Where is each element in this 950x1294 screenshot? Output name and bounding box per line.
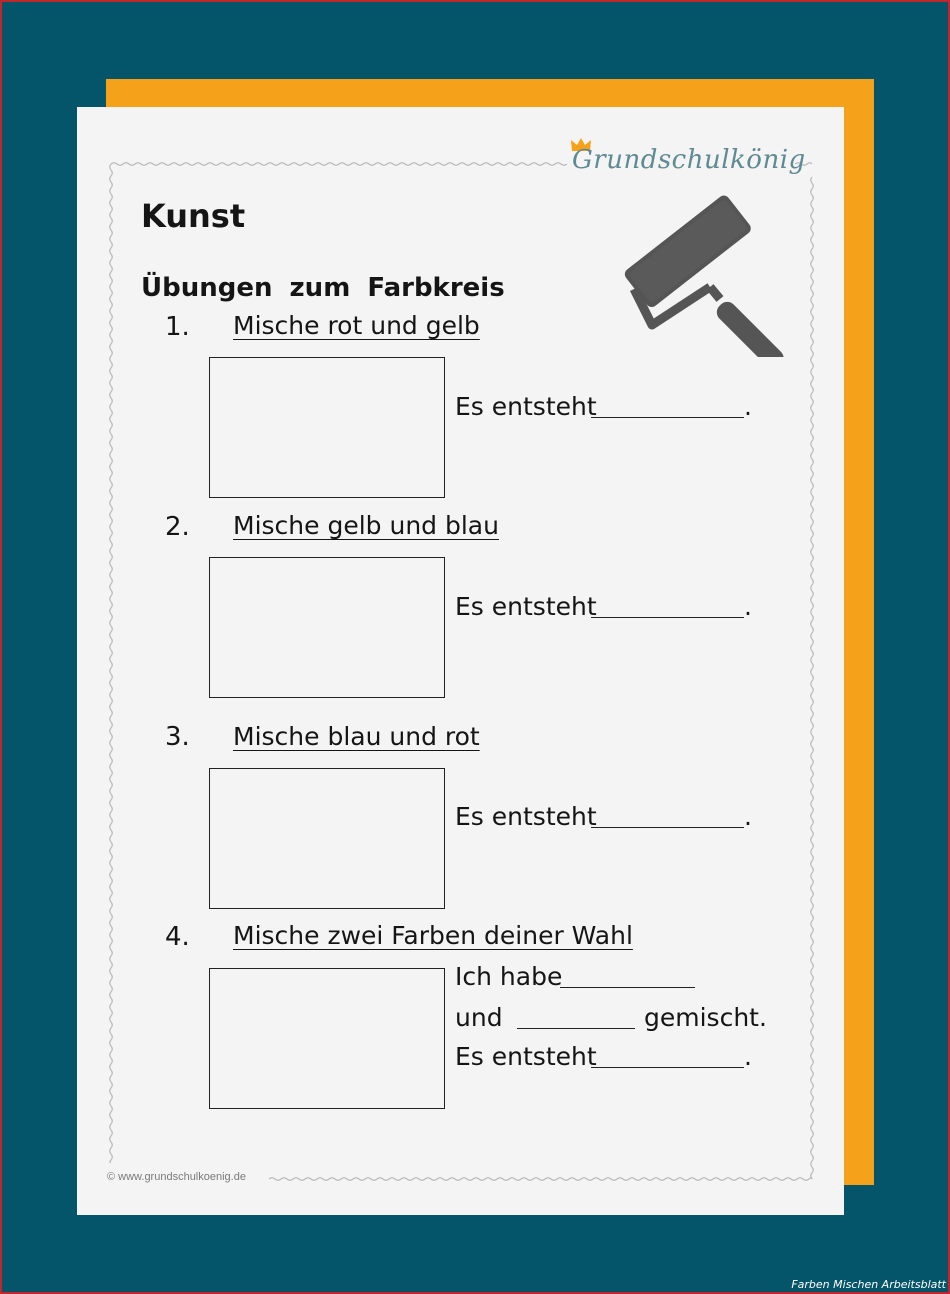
answer-label: gemischt. <box>644 1003 767 1032</box>
answer-label: Es entsteht <box>455 592 597 621</box>
answer-blank[interactable] <box>560 987 695 988</box>
answer-blank[interactable] <box>517 1028 635 1029</box>
footer-url[interactable]: © www.grundschulkoenig.de <box>107 1171 246 1183</box>
answer-blank[interactable] <box>591 617 744 618</box>
image-caption: Farben Mischen Arbeitsblatt <box>791 1278 946 1291</box>
brand-logo[interactable]: Grundschulkönig <box>572 145 806 175</box>
answer-label: Es entsteht <box>455 802 597 831</box>
answer-blank[interactable] <box>591 417 744 418</box>
worksheet-heading: Übungen zum Farbkreis <box>141 273 505 303</box>
answer-label: und <box>455 1003 503 1032</box>
sentence-end: . <box>744 802 752 831</box>
color-mixing-box[interactable] <box>209 357 445 498</box>
answer-blank[interactable] <box>591 1067 744 1068</box>
color-mixing-box[interactable] <box>209 768 445 909</box>
answer-label: Es entsteht <box>455 1042 597 1071</box>
task-instruction: Mische rot und gelb <box>233 311 480 340</box>
answer-blank[interactable] <box>591 827 744 828</box>
worksheet-page <box>77 107 844 1215</box>
subject-title: Kunst <box>141 197 246 235</box>
task-instruction: Mische blau und rot <box>233 722 480 751</box>
answer-label: Ich habe <box>455 962 563 991</box>
sentence-end: . <box>744 1042 752 1071</box>
paint-roller-icon <box>612 177 802 357</box>
sentence-end: . <box>744 392 752 421</box>
task-instruction: Mische zwei Farben deiner Wahl <box>233 921 633 950</box>
sentence-end: . <box>744 592 752 621</box>
answer-label: Es entsteht <box>455 392 597 421</box>
color-mixing-box[interactable] <box>209 557 445 698</box>
task-number: 1. <box>165 312 190 342</box>
task-number: 2. <box>165 512 190 542</box>
task-instruction: Mische gelb und blau <box>233 511 499 540</box>
color-mixing-box[interactable] <box>209 968 445 1109</box>
task-number: 4. <box>165 922 190 952</box>
task-number: 3. <box>165 722 190 752</box>
